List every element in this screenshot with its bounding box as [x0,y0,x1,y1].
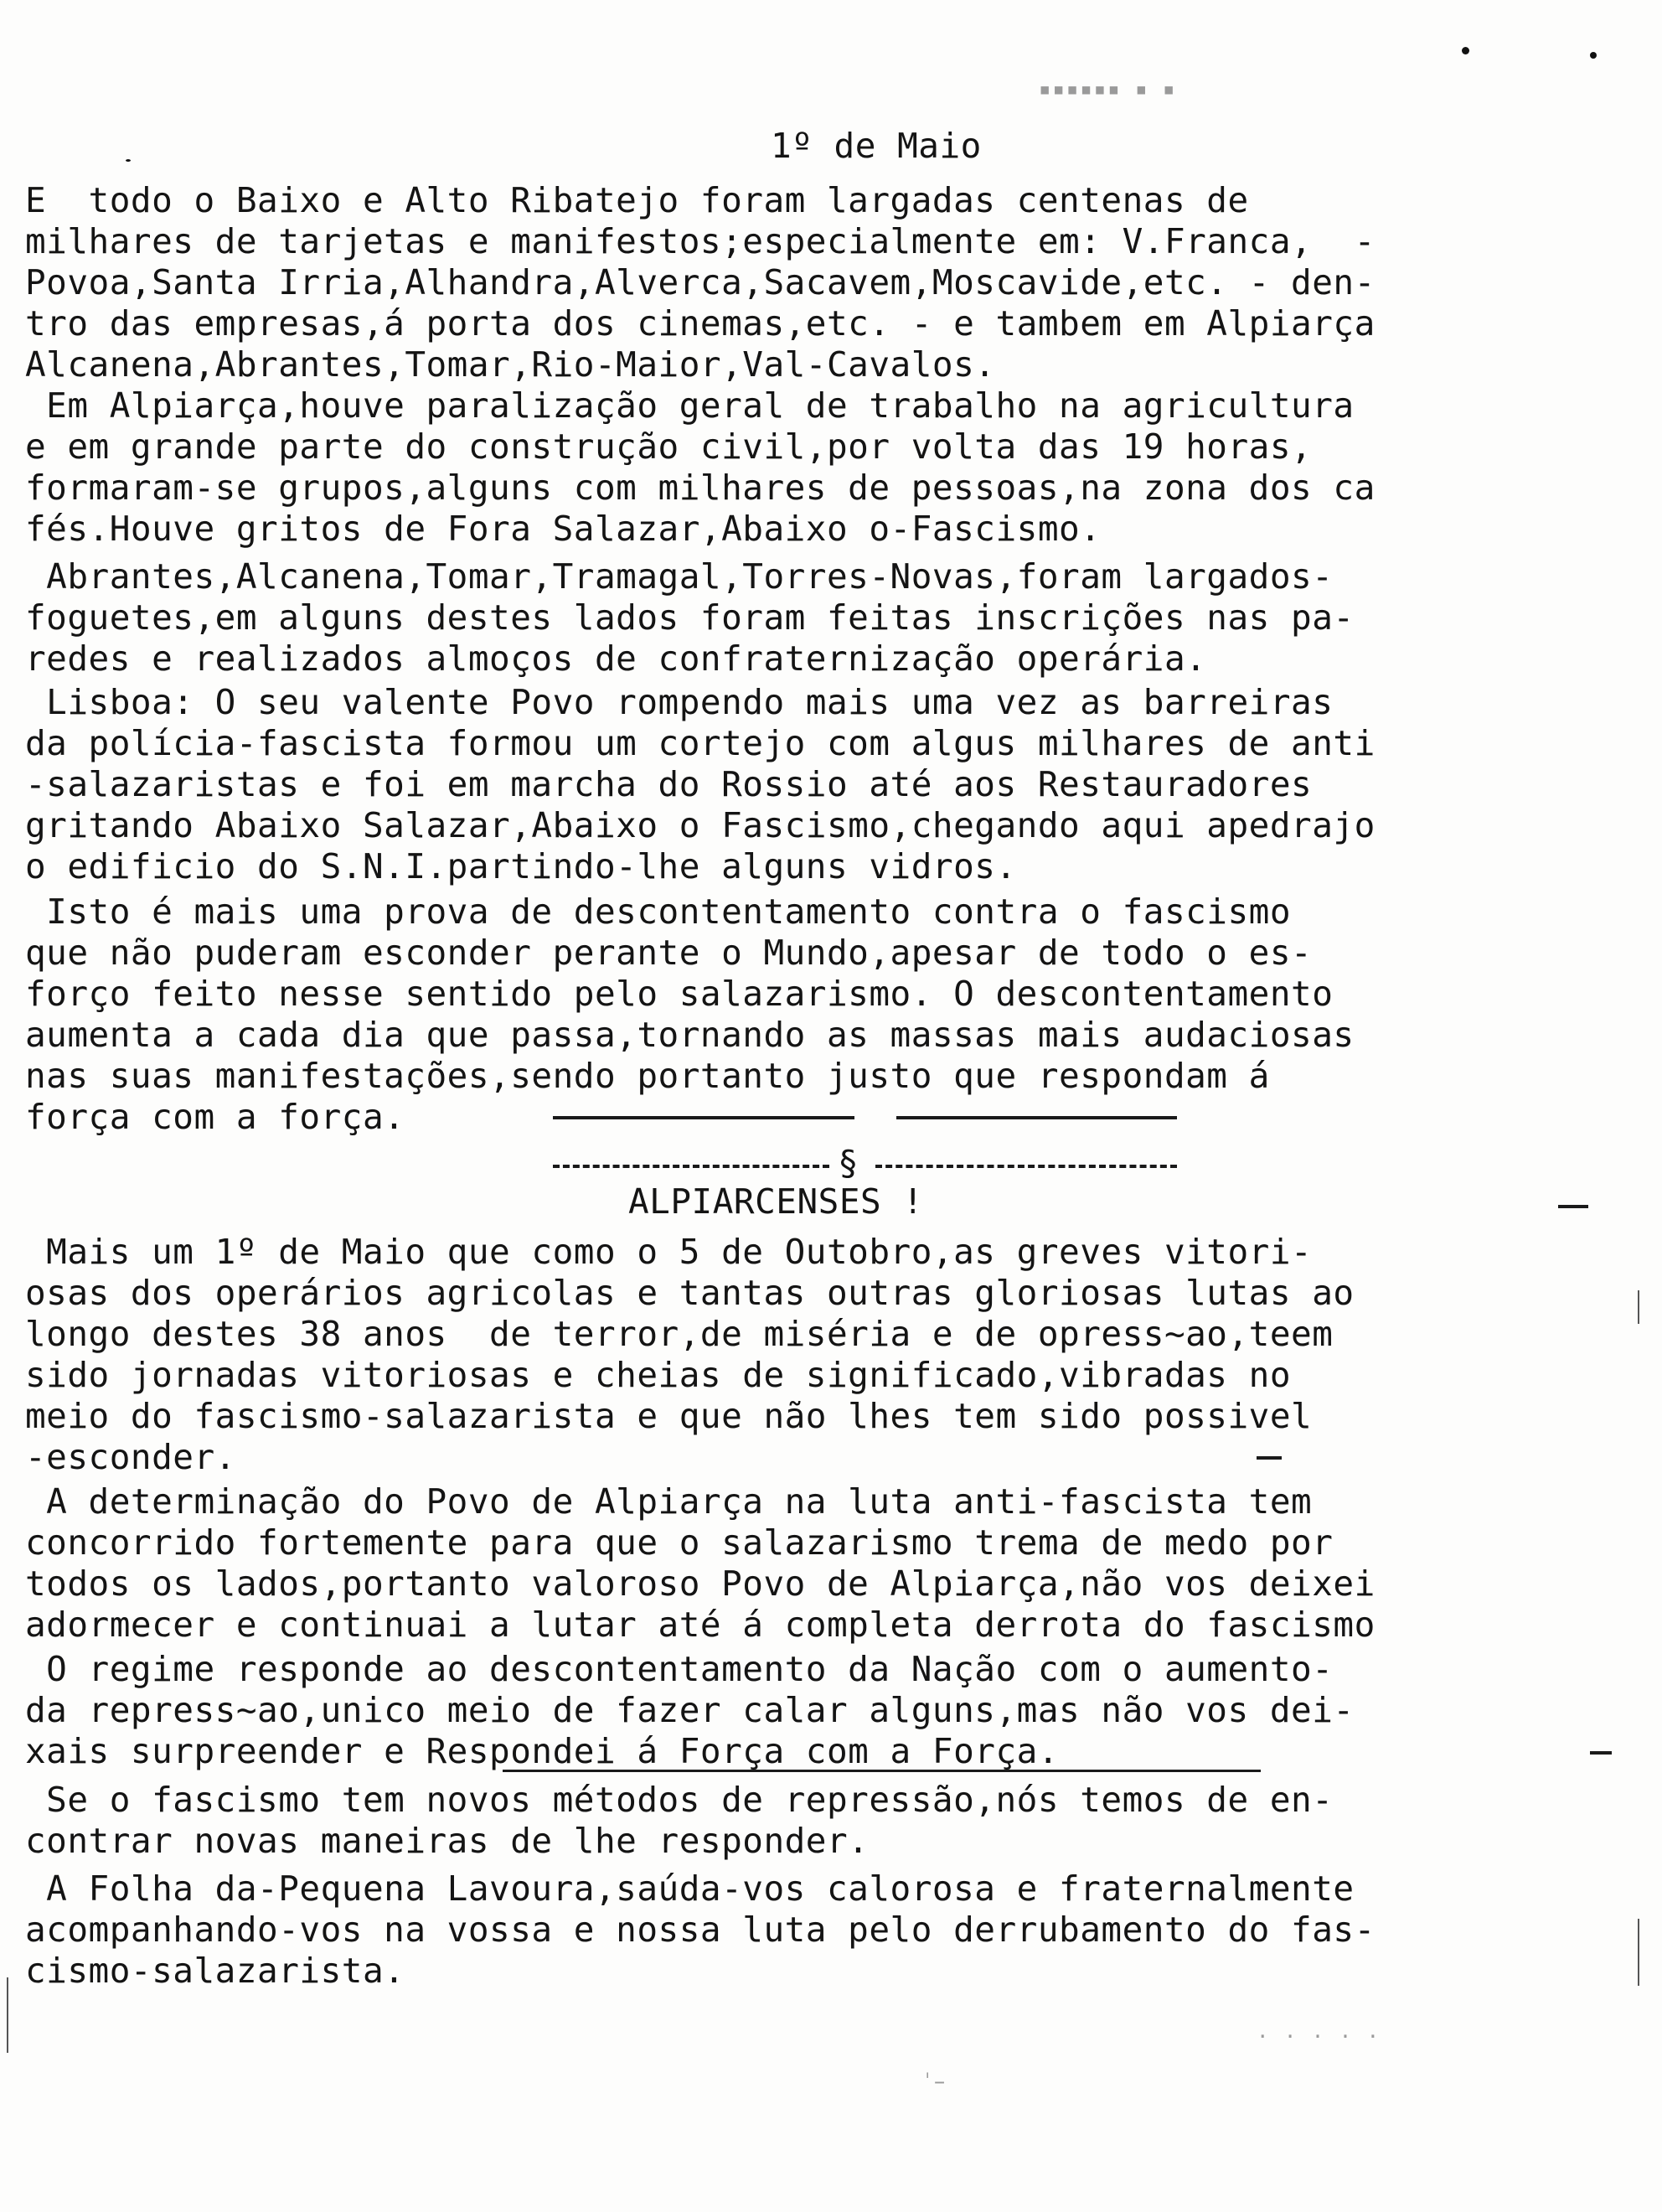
text-line: acompanhando-vos na vossa e nossa luta pelo derrubamento do fas- [25,1910,1376,1950]
text-line: Mais um 1º de Maio que como o 5 de Outobro,as greves vitori- [25,1232,1313,1272]
text-line: Alcanena,Abrantes,Tomar,Rio-Maior,Val-Cavalos. [25,344,996,385]
ink-speck [1462,47,1469,54]
text-line: todos os lados,portanto valoroso Povo de Alpiarça,não vos deixei [25,1563,1376,1604]
separator-rule [553,1165,829,1168]
text-line: cismo-salazarista. [25,1951,405,1991]
text-line: formaram-se grupos,alguns com milhares de pessoas,na zona dos ca [25,468,1376,508]
ink-speck [126,159,131,162]
text-line: da repress~ao,unico meio de fazer calar alguns,mas não vos dei- [25,1690,1355,1730]
text-line: O regime responde ao descontentamento da Nação com o aumento- [25,1649,1334,1689]
text-line: A determinação do Povo de Alpiarça na luta anti-fascista tem [25,1481,1313,1522]
text-line: Abrantes,Alcanena,Tomar,Tramagal,Torres-Novas,foram largados- [25,556,1334,597]
section-title: ALPIARCENSES ! [628,1181,924,1222]
text-line: nas suas manifestações,sendo portanto justo que respondam á [25,1056,1270,1096]
margin-dash [1257,1456,1282,1460]
text-line: xais surpreender e Respondei á Força com a Força. [25,1731,1060,1771]
margin-mark [1638,1290,1639,1324]
ink-speck [1590,52,1597,59]
text-line: redes e realizados almoços de confraternização operária. [25,638,1207,679]
margin-dash [1558,1205,1588,1208]
text-line: -salazaristas e foi em marcha do Rossio até aos Restauradores [25,764,1313,804]
separator-rule [875,1165,1177,1168]
document-title: 1º de Maio [771,126,982,166]
text-line: meio do fascismo-salazarista e que não lhes tem sido possivel [25,1396,1313,1436]
emphasis-underline [503,1770,1261,1772]
text-line: gritando Abaixo Salazar,Abaixo o Fascismo,chegando aqui apedrajo [25,805,1376,845]
text-line: contrar novas maneiras de lhe responder. [25,1821,870,1861]
text-line: foguetes,em alguns destes lados foram feitas inscrições nas pa- [25,597,1355,638]
text-line: -esconder. [25,1437,236,1477]
text-line: concorrido fortemente para que o salazarismo trema de medo por [25,1522,1334,1563]
text-line: E todo o Baixo e Alto Ribatejo foram largadas centenas de [25,180,1249,220]
text-line: milhares de tarjetas e manifestos;especialmente em: V.Franca, - [25,221,1376,261]
text-line: e em grande parte do construção civil,por volta das 19 horas, [25,426,1313,467]
footer-smudge: . . . . . [1257,2019,1381,2043]
margin-dash [1590,1751,1612,1755]
text-line: adormecer e continuai a lutar até á completa derrota do fascismo [25,1605,1376,1645]
footer-smudge: ˈ̵ [921,2070,947,2093]
text-line: da polícia-fascista formou um cortejo com algus milhares de anti [25,723,1376,763]
text-line: Em Alpiarça,houve paralização geral de trabalho na agricultura [25,385,1355,426]
text-line: forço feito nesse sentido pelo salazarismo. O descontentamento [25,974,1334,1014]
separator-rule [553,1116,854,1119]
margin-mark [1638,1919,1639,1986]
text-line: Povoa,Santa Irria,Alhandra,Alverca,Sacavem,Moscavide,etc. - den- [25,262,1376,302]
text-line: Isto é mais uma prova de descontentamento contra o fascismo [25,892,1292,932]
separator-rule [896,1116,1177,1119]
text-line: fés.Houve gritos de Fora Salazar,Abaixo o-Fascismo. [25,509,1102,549]
header-stamp-mark: ▪▪▪▪▪▪ ▪ ▪ [1039,77,1177,101]
text-line: que não puderam esconder perante o Mundo,apesar de todo o es- [25,933,1313,973]
text-line: o edificio do S.N.I.partindo-lhe alguns vidros. [25,846,1017,886]
text-line: força com a força. [25,1097,405,1137]
section-mark: § [838,1143,859,1183]
text-line: Se o fascismo tem novos métodos de repressão,nós temos de en- [25,1780,1334,1820]
text-line: tro das empresas,á porta dos cinemas,etc. - e tambem em Alpiarça [25,303,1376,344]
text-line: sido jornadas vitoriosas e cheias de significado,vibradas no [25,1355,1292,1395]
text-line: aumenta a cada dia que passa,tornando as massas mais audaciosas [25,1015,1355,1055]
margin-mark [7,1977,8,2053]
text-line: osas dos operários agricolas e tantas outras gloriosas lutas ao [25,1273,1355,1313]
text-line: A Folha da-Pequena Lavoura,saúda-vos calorosa e fraternalmente [25,1868,1355,1909]
text-line: Lisboa: O seu valente Povo rompendo mais uma vez as barreiras [25,682,1334,722]
text-line: longo destes 38 anos de terror,de miséria e de opress~ao,teem [25,1314,1334,1354]
